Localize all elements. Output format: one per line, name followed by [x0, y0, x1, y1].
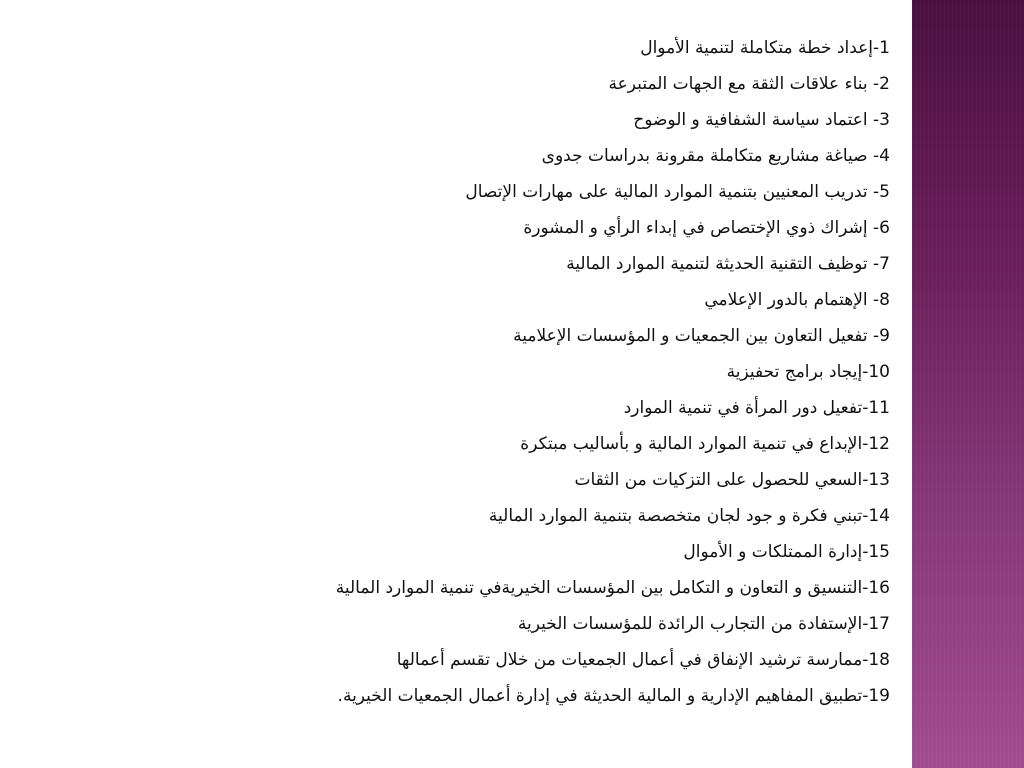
list-item-16: 16-التنسيق و التعاون و التكامل بين المؤسسات الخيريةفي تنمية الموارد المالية — [335, 578, 890, 598]
decorative-side-bar — [912, 0, 1024, 768]
list-item-2: 2- بناء علاقات الثقة مع الجهات المتبرعة — [608, 74, 890, 94]
list-item-11: 11-تفعيل دور المرأة في تنمية الموارد — [623, 398, 890, 418]
list-item-18: 18-ممارسة ترشيد الإنفاق في أعمال الجمعيات من خلال تقسم أعمالها — [396, 650, 890, 670]
list-item-6: 6- إشراك ذوي الإختصاص في إبداء الرأي و المشورة — [523, 218, 890, 238]
list-item-15: 15-إدارة الممتلكات و الأموال — [683, 542, 890, 562]
list-item-19: 19-تطبيق المفاهيم الإدارية و المالية الحديثة في إدارة أعمال الجمعيات الخيرية. — [337, 686, 890, 706]
list-item-8: 8- الإهتمام بالدور الإعلامي — [704, 290, 890, 310]
list-item-5: 5- تدريب المعنيين بتنمية الموارد المالية على مهارات الإتصال — [465, 182, 890, 202]
list-item-17: 17-الإستفادة من التجارب الرائدة للمؤسسات الخيرية — [517, 614, 890, 634]
list-item-10: 10-إيجاد برامج تحفيزية — [726, 362, 890, 382]
list-item-9: 9- تفعيل التعاون بين الجمعيات و المؤسسات الإعلامية — [513, 326, 890, 346]
numbered-list — [270, 30, 890, 714]
list-item-1: 1-إعداد خطة متكاملة لتنمية الأموال — [640, 38, 890, 58]
list-item-12: 12-الإبداع في تنمية الموارد المالية و بأساليب مبتكرة — [520, 434, 890, 454]
list-item-7: 7- توظيف التقنية الحديثة لتنمية الموارد المالية — [566, 254, 890, 274]
list-item-3: 3- اعتماد سياسة الشفافية و الوضوح — [633, 110, 890, 130]
list-item-4: 4- صياغة مشاريع متكاملة مقرونة بدراسات جدوى — [541, 146, 890, 166]
list-item-13: 13-السعي للحصول على التزكيات من الثقات — [574, 470, 890, 490]
list-item-14: 14-تبني فكرة و جود لجان متخصصة بتنمية الموارد المالية — [488, 506, 890, 526]
